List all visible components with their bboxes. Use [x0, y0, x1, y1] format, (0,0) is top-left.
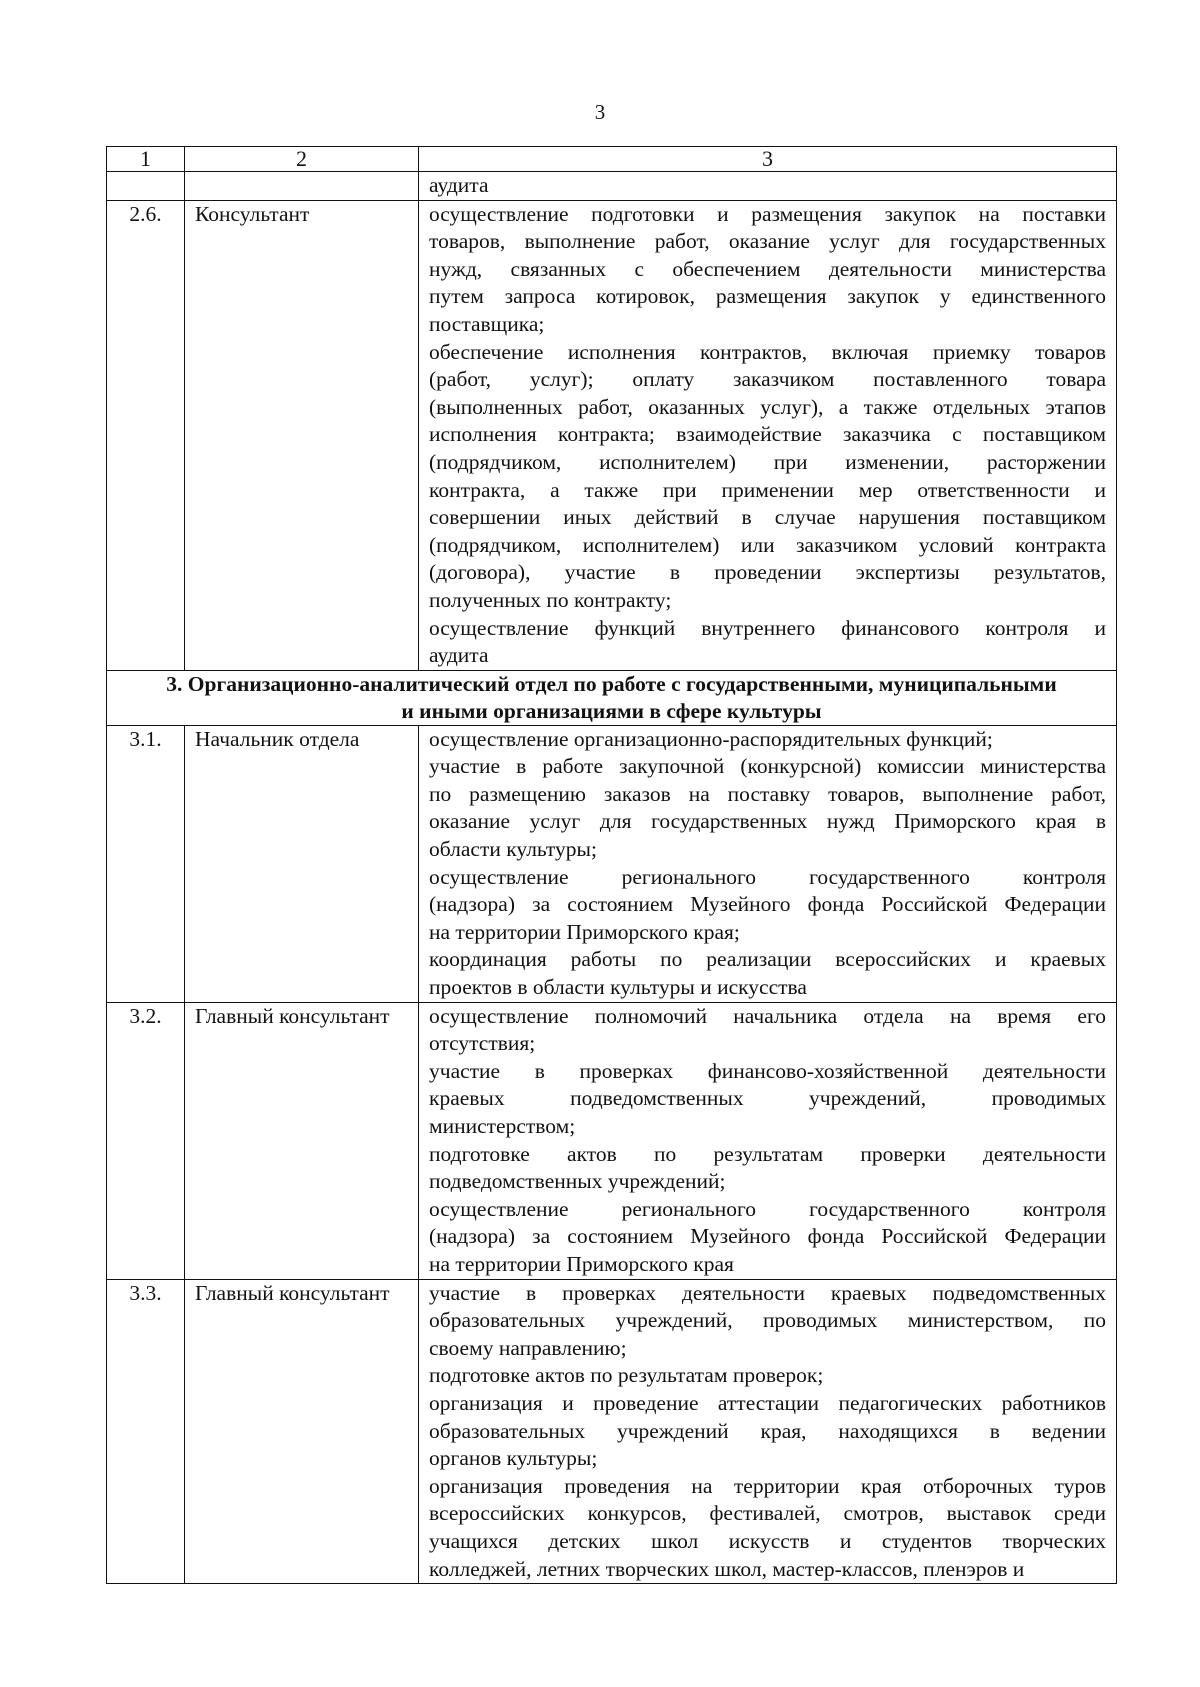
duty-line: путем запроса котировок, размещения закупок у единственного: [429, 284, 1106, 309]
duty-line: образовательных учреждений края, находящихся в ведении: [429, 1418, 1106, 1443]
duty-line: осуществление подготовки и размещения закупок на поставки: [429, 201, 1106, 226]
duty-line: (надзора) за состоянием Музейного фонда Российской Федерации: [429, 1224, 1106, 1249]
duty-line: осуществление регионального государственного контроля: [429, 864, 1106, 889]
duty-line: координация работы по реализации всероссийских и краевых: [429, 947, 1106, 972]
duty-line: по размещению заказов на поставку товаров, выполнение работ,: [429, 781, 1106, 806]
duty-line: аудита: [429, 643, 489, 668]
staff-duties-table: [106, 146, 1117, 1584]
column-header-2: 2: [185, 147, 419, 172]
duty-line: подготовке актов по результатам проверок;: [429, 1363, 824, 1388]
duty-line: контракта, а также при применении мер ответственности и: [429, 477, 1106, 502]
duty-line: отсутствия;: [429, 1031, 536, 1056]
duties-cell: [419, 725, 1117, 1002]
duties-cell: [419, 1279, 1117, 1584]
duty-line: на территории Приморского края;: [429, 919, 740, 944]
duty-line: обеспечение исполнения контрактов, включая приемку товаров: [429, 339, 1106, 364]
duty-line: оказание услуг для государственных нужд Приморского края в: [429, 809, 1106, 834]
duty-line: участие в проверках финансово-хозяйственной деятельности: [429, 1058, 1106, 1083]
duty-line: на территории Приморского края: [429, 1251, 734, 1276]
section-heading: [107, 670, 1117, 725]
position-title: Главный консультант: [185, 1002, 419, 1279]
position-title: Консультант: [185, 200, 419, 670]
duty-line: образовательных учреждений, проводимых министерством, по: [429, 1308, 1106, 1333]
table-row: [107, 1279, 1117, 1584]
duty-line: совершении иных действий в случае нарушения поставщиком: [429, 505, 1106, 530]
duties-cell: [419, 200, 1117, 670]
duty-line: подготовке актов по результатам проверки деятельности: [429, 1141, 1106, 1166]
duty-line: нужд, связанных с обеспечением деятельности министерства: [429, 256, 1106, 281]
duty-line: (подрядчиком, исполнителем) при изменении, расторжении: [429, 449, 1106, 474]
section-heading-line: 3. Организационно-аналитический отдел по работе с государственными, муниципальными: [166, 671, 1057, 696]
duty-line: товаров, выполнение работ, оказание услуг для государственных: [429, 229, 1106, 254]
duties-cell: [419, 172, 1117, 201]
duty-line: (работ, услуг); оплату заказчиком поставленного товара: [429, 367, 1106, 392]
duty-line: осуществление полномочий начальника отдела на время его: [429, 1003, 1106, 1028]
duty-line: колледжей, летних творческих школ, мастер-классов, пленэров и: [429, 1556, 1025, 1581]
section-heading-line: и иными организациями в сфере культуры: [401, 698, 822, 723]
duty-line: краевых подведомственных учреждений, проводимых: [429, 1086, 1106, 1111]
duties-cell: [419, 1002, 1117, 1279]
position-title: Начальник отдела: [185, 725, 419, 1002]
table-row-continuation: [107, 172, 1117, 201]
duty-line: осуществление функций внутреннего финансового контроля и: [429, 615, 1106, 640]
duty-line: министерством;: [429, 1114, 576, 1138]
duty-line: (надзора) за состоянием Музейного фонда Российской Федерации: [429, 892, 1106, 917]
table-row: [107, 200, 1117, 670]
table-body: [107, 147, 1117, 1584]
duty-line: учащихся детских школ искусств и студентов творческих: [429, 1528, 1106, 1553]
duty-line: поставщика;: [429, 311, 545, 336]
table-header-row: [107, 147, 1117, 172]
duty-line: (договора), участие в проведении экспертизы результатов,: [429, 560, 1106, 585]
row-number: 2.6.: [107, 200, 185, 670]
position-title: [185, 172, 419, 201]
duty-line: организация проведения на территории края отборочных туров: [429, 1473, 1106, 1498]
duty-line: осуществление организационно-распорядительных функций;: [429, 726, 993, 751]
duty-line: участие в проверках деятельности краевых подведомственных: [429, 1280, 1106, 1305]
duty-line: участие в работе закупочной (конкурсной) комиссии министерства: [429, 754, 1106, 779]
duty-line: подведомственных учреждений;: [429, 1169, 726, 1194]
row-number: [107, 172, 185, 201]
duty-line: всероссийских конкурсов, фестивалей, смотров, выставок среди: [429, 1501, 1106, 1526]
section-heading-row: [107, 670, 1117, 725]
duty-line: (подрядчиком, исполнителем) или заказчиком условий контракта: [429, 532, 1106, 557]
duty-line: (выполненных работ, оказанных услуг), а также отдельных этапов: [429, 394, 1106, 419]
column-header-3: 3: [419, 147, 1117, 172]
row-number: 3.3.: [107, 1279, 185, 1584]
duty-line: своему направлению;: [429, 1335, 627, 1360]
position-title: Главный консультант: [185, 1279, 419, 1584]
duty-line: аудита: [429, 173, 489, 197]
duty-line: области культуры;: [429, 837, 597, 862]
page-number: 3: [594, 100, 606, 124]
duty-line: проектов в области культуры и искусства: [429, 975, 807, 1000]
column-header-1: 1: [107, 147, 185, 172]
duty-line: организация и проведение аттестации педагогических работников: [429, 1390, 1106, 1415]
duty-line: органов культуры;: [429, 1446, 598, 1471]
duty-line: полученных по контракту;: [429, 587, 672, 612]
table-row: [107, 725, 1117, 1002]
row-number: 3.2.: [107, 1002, 185, 1279]
duty-line: исполнения контракта; взаимодействие заказчика с поставщиком: [429, 422, 1106, 447]
table-row: [107, 1002, 1117, 1279]
row-number: 3.1.: [107, 725, 185, 1002]
duty-line: осуществление регионального государственного контроля: [429, 1196, 1106, 1221]
